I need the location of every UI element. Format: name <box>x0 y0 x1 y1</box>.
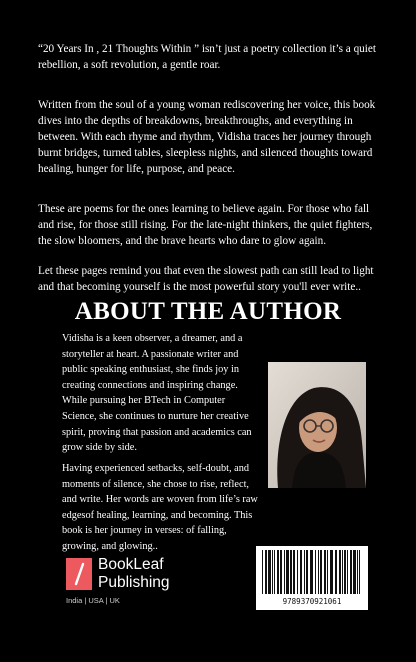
barcode-bar <box>268 550 271 594</box>
publisher-regions: India | USA | UK <box>66 596 120 605</box>
author-photo <box>268 362 366 488</box>
barcode-bar <box>318 550 319 594</box>
barcode-bar <box>274 550 275 594</box>
barcode-bar <box>344 550 346 594</box>
barcode-bar <box>284 550 285 594</box>
barcode-bar <box>347 550 348 594</box>
barcode-bar <box>310 550 313 594</box>
blurb-paragraph-4: Let these pages remind you that even the slowest path can still lead to light and that becoming yourself is the most powerful story you'll ever write.. <box>38 265 374 293</box>
publisher-name-line-2: Publishing <box>98 574 170 591</box>
barcode-bar <box>286 550 289 594</box>
isbn-barcode <box>256 546 368 610</box>
blurb-paragraph-1: “20 Years In , 21 Thoughts Within ” isn’t just a poetry collection it’s a quiet rebellion, a soft revolution, a gentle roar. <box>38 43 376 71</box>
about-author-heading: ABOUT THE AUTHOR <box>74 298 342 325</box>
author-bio-paragraph-2: Having experienced setbacks, self-doubt, and moments of silence, she chose to rise, reflect, and write. Her words are woven from life’s raw edgesof healing, learning, and becoming. This book is her journey in verses: of falling, growing, and glowing.. <box>62 463 258 552</box>
slash-logo-icon <box>66 558 92 590</box>
barcode-bar <box>353 550 356 594</box>
barcode-bar <box>272 550 273 594</box>
barcode-bar <box>359 550 360 594</box>
publisher-name-line-1: BookLeaf <box>98 556 164 573</box>
publisher-logo <box>64 556 194 608</box>
barcode-bar <box>306 550 308 594</box>
barcode-bar <box>350 550 352 594</box>
barcode-bar <box>320 550 322 594</box>
barcode-bar <box>280 550 282 594</box>
barcode-bar <box>342 550 343 594</box>
barcode-bar <box>265 550 267 594</box>
barcode-bar <box>262 550 263 594</box>
barcode-bars <box>256 546 368 596</box>
barcode-bar <box>293 550 295 594</box>
barcode-bar <box>324 550 326 594</box>
barcode-bar <box>327 550 328 594</box>
blurb-paragraph-3: These are poems for the ones learning to believe again. For those who fall and rise, for those still rising. For the late-night thinkers, the quiet fighters, the slow bloomers, and the brave hearts who dare to glow again. <box>38 203 373 247</box>
barcode-bar <box>357 550 358 594</box>
barcode-bar <box>315 550 316 594</box>
isbn-number: 9789370921061 <box>282 597 342 606</box>
barcode-bar <box>335 550 337 594</box>
barcode-bar <box>277 550 279 594</box>
barcode-bar <box>339 550 341 594</box>
blurb-paragraph-2: Written from the soul of a young woman rediscovering her voice, this book dives into the depths of breakdowns, breakthroughs, and everything in between. With each rhyme and rhythm, Vidisha traces her journey through burnt bridges, turned tables, sleepless nights, and silenced thoughts toward healing, hunger for life, purpose, and peace. <box>38 99 376 175</box>
barcode-bar <box>330 550 333 594</box>
barcode-bar <box>290 550 292 594</box>
barcode-bar <box>304 550 305 594</box>
barcode-bar <box>297 550 298 594</box>
author-bio-paragraph-1: Vidisha is a keen observer, a dreamer, and a storyteller at heart. A passionate writer and public speaking enthusiast, she finds joy in creating connections and inspiring change. While pursuing her BTech in Computer Science, she continues to nurture her creative spirit, proving that passion and academics can grow side by side. <box>62 333 252 454</box>
barcode-bar <box>300 550 302 594</box>
